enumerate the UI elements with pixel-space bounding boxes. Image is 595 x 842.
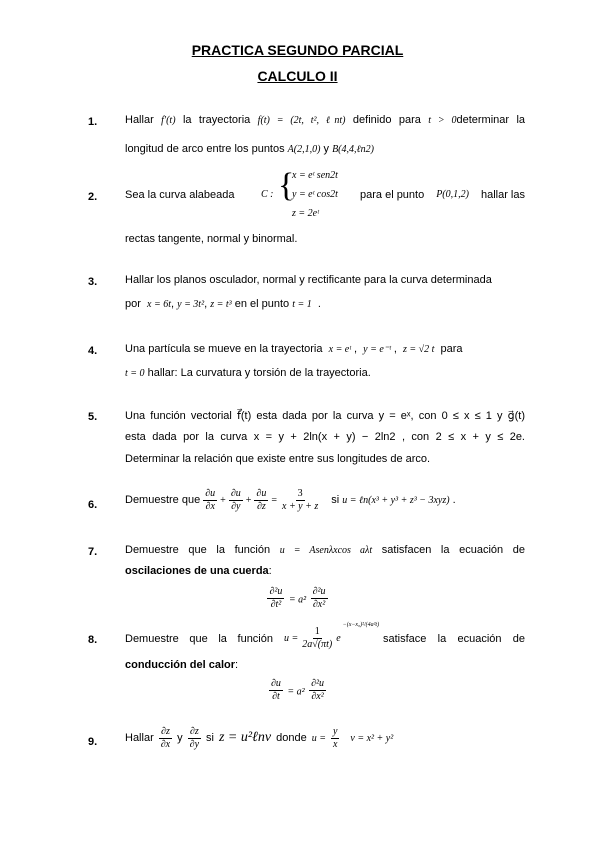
brace-icon: { (278, 167, 295, 204)
partial-u-z: $\frac{\partial u}{\partial z}$ (256, 487, 267, 512)
problem-5-number: 5. (88, 411, 98, 423)
function-z: z = u²ℓnv (218, 730, 272, 745)
problem-4-line-1: Una partícula se mueve en la trayectoria x = eᵗ , y = e⁻ᵗ , z = √2 t para (125, 343, 463, 355)
bold-term: oscilaciones de una cuerda (125, 565, 269, 577)
problem-5-line-3: Determinar la relación que existe entre sus longitudes de arco. (125, 453, 431, 465)
problem-4-number: 4. (88, 345, 98, 357)
exponent: −(x−x₀)²/(4a²t) (342, 622, 380, 628)
problem-8-line-2: conducción del calor: (125, 659, 239, 671)
problem-3-line-1: Hallar los planos osculador, normal y rectificante para la curva determinada (125, 274, 492, 286)
curve-z: z = 2eᵗ (292, 208, 319, 219)
problem-9-number: 9. (88, 736, 98, 748)
condition-expr: t > 0 (428, 115, 457, 126)
partial-u-y: $\frac{\partial u}{\partial y}$ (230, 487, 241, 512)
problem-2-number: 2. (88, 191, 98, 203)
curve-label: C : (261, 189, 274, 200)
bold-term: conducción del calor (125, 659, 236, 671)
curve-y: y = eᵗ cos2t (292, 189, 338, 200)
curve-x: x = eᵗ sen2t (292, 170, 338, 181)
point-b: B(4,4,ℓn2) (332, 144, 375, 155)
problem-7-line-1: Demuestre que la función u = Asenλxcos aλt satisfacen la ecuación de (125, 544, 526, 556)
point-p: P(0,1,2) (436, 189, 469, 200)
function-v: v = x² + y² (350, 732, 394, 744)
problem-3-line-2: por x = 6t, y = 3t², z = t³ en el punto t = 1 . (125, 298, 321, 310)
problem-1-line-1: Hallar f′(t) la trayectoria f(t) = (2t, t², ℓnt) definido para t > 0determinar la (125, 114, 526, 126)
wave-equation: $\frac{\text{∂²u}}{\text{∂t²}}$ = a² $\frac{\text{∂²u}}{\text{∂x²}}$ (269, 586, 326, 610)
problem-4-line-2: t = 0 hallar: La curvatura y torsión de la trayectoria. (125, 367, 371, 379)
problem-8-number: 8. (88, 634, 98, 646)
problem-5-line-2: esta dada por la curva x = y + 2ln(x + y) − 2ln2 , con 2 ≤ x + y ≤ 2e. (125, 431, 525, 443)
problem-2-text-b: para el punto P(0,1,2) hallar las (360, 189, 525, 201)
function-u: u = Asenλxcos aλt (279, 545, 373, 556)
problem-2-text-a: Sea la curva alabeada (125, 189, 235, 201)
problem-6-line: Demuestre que $\frac{\partial u}{\partial x}$ + $\frac{\partial u}{\partial y}$ + $\frac{\partial u}{\partial z}$ = $\frac{3}{x + y + z}$ si u = ℓn(x³ + y³ + z³ − 3xyz) . (125, 487, 456, 512)
function-u: u = ℓn(x³ + y³ + z³ − 3xyz) (342, 494, 450, 506)
document-title: PRACTICA SEGUNDO PARCIAL (191, 42, 404, 58)
problem-8-text-b: satisface la ecuación de (383, 633, 525, 645)
heat-equation: $\frac{\partial u}{\partial t}$ = a² $\frac{\text{∂²u}}{\text{∂x²}}$ (270, 678, 325, 702)
problem-6-number: 6. (88, 499, 98, 511)
heat-function: u = $\frac{1}{2a√(\pi t)}$ e −(x−x₀)²/(4a²t) (284, 622, 380, 650)
problem-3-number: 3. (88, 276, 98, 288)
problem-7-line-2: oscilaciones de una cuerda: (125, 565, 272, 577)
derivative-expr: f′(t) (161, 115, 176, 126)
problem-8-text-a: Demuestre que la función (125, 633, 273, 645)
problem-7-number: 7. (88, 546, 98, 558)
point-a: A(2,1,0) (287, 144, 321, 155)
problem-1-number: 1. (88, 116, 98, 128)
trajectory-expr: f(t) = (2t, t², ℓnt) (257, 115, 346, 126)
problem-2-line-2: rectas tangente, normal y binormal. (125, 233, 298, 245)
problem-1-line-2: longitud de arco entre los puntos A(2,1,0) y B(4,4,ℓn2) (125, 143, 375, 155)
rhs-fraction: $\frac{3}{x + y + z}$ (282, 487, 319, 512)
partial-u-x: $\frac{\partial u}{\partial x}$ (205, 487, 216, 512)
problem-9-line: Hallar $\frac{\partial z}{\partial x}$ y $\frac{\partial z}{\partial y}$ si z = u²ℓnv donde u = $\frac{y}{x}$ v = x² + y² (125, 725, 394, 750)
document-subtitle: CALCULO II (257, 68, 338, 84)
problem-5-line-1: Una función vectorial f⃗(t) esta dada por la curva y = eˣ, con 0 ≤ x ≤ 1 y g⃗(t) (125, 410, 525, 422)
